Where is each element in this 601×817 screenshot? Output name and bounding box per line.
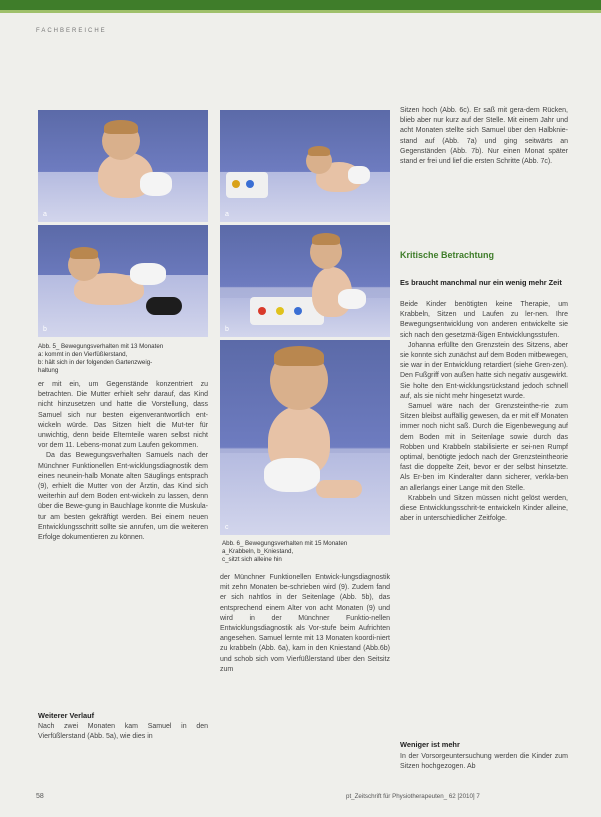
right-column-body [400, 300, 568, 524]
photo-fig5b-lying-position [38, 225, 208, 337]
photo-fig6a-crawling [220, 110, 390, 222]
photo-fig6c-sitting [220, 340, 390, 535]
left-paragraph-2: Da das Bewegungsverhalten Samuels nach der Münchner Funktionellen Ent-wicklungsdiagnostik dem eines neunein-halb Monate alten Säuglings entsprach (9), erhielt die Mutter von der Ärztin, das Kind sich weiterhin auf dem Boden ent-wickeln zu lassen, denn über die Bewe-gung in Bauchlage konnte die Muskula-tur am besten gekräftigt werden. Bei einem neuen Entwicklungsschritt sollte sie anrufen, um die weiteren Erfolge dokumentieren zu können. [38, 452, 208, 542]
photo-fig5a-crawl-position [38, 110, 208, 222]
fig6a-tag: a [225, 211, 229, 218]
journal-footer: pt_Zeitschrift für Physiotherapeuten_ 62 [2010] 7 [346, 793, 480, 800]
left-section-heading: Weiterer Verlauf [38, 711, 95, 720]
right-paragraph-3: Samuel wäre nach der Grenzsteinthe-rie zum Sitzen bleibst auffällig gewesen, da er mit elf Monaten immer noch nicht saß. Durch die Eigenbewegung auf dem Boden mit in Seitenlage sowie durch das Robben und Krabbeln stabilisierte er sei-nen Rumpf optimal, benötigte jedoch nach der Grenzsteintheorie fast die doppelte Zeit, bevor er der selbst hinsetzte. Als Er-ben im Kinderalter dann sicherer, verkla-ben an allerlangs einer Lange mit den Stelle. [400, 403, 568, 492]
fig6b-tag: b [225, 326, 229, 333]
left-column [38, 380, 208, 543]
fig5b-tag: b [43, 326, 47, 333]
right-paragraph-5: In der Vorsorgeuntersuchung werden die Kinder zum Sitzen hochgezogen. Ab [400, 753, 568, 771]
left-paragraph-1: er mit ein, um Gegenstände konzentriert zu betrachten. Die Mutter erhielt sehr darauf, das Kind nicht hinzusetzen und hatte die Vorstellung, dass Samuel sich nur besten eigenverantwortlich ent-wickeln würde. Das Sitzen hielt die Mut-ter für unwichtig, denn beide Elternteile waren selbst nicht vor dem 11. Lebens-monat zum Laufen gekommen. [38, 381, 208, 450]
right-column-top: Sitzen hoch (Abb. 6c). Er saß mit gera-dem Rücken, blieb aber nur kurz auf der Stelle. Mit einem Jahr und acht Monaten stellte sich Samuel über den Halbknie-stand auf (Abb. 7a) und ging seitwärts an Gegenständen (Abb. 7b). Nur einen Monat später stand er frei und lief die ersten Schritte (Abb. 7c). [400, 107, 568, 166]
subheading-less-is-more: Weniger ist mehr [400, 740, 460, 749]
figure5-caption: Abb. 5_ Bewegungsverhalten mit 13 Monaten a: kommt in den Vierfüßlerstand, b: hält sich in der folgenden Gartenzweig- haltung [38, 343, 164, 374]
fig5a-tag: a [43, 211, 47, 218]
section-title-critical-review: Kritische Betrachtung [400, 250, 495, 260]
right-paragraph-1: Beide Kinder benötigten keine Therapie, um Krabbeln, Sitzen und Laufen zu ler-nen. Ihre Bewegungsentwicklung von anderen entwickelte sie sich nach den gesetzmä-ßigen Entwicklungsstufen. [400, 301, 568, 339]
right-paragraph-4: Krabbeln und Sitzen müssen nicht gelöst werden, diese Entwicklungsschrit-te entwickeln Kinder alleine, aber in unterschiedlicher Zeitfolge. [400, 494, 568, 523]
left-paragraph-3: Nach zwei Monaten kam Samuel in den Vierfüßlerstand (Abb. 5a), wie dies in [38, 723, 208, 741]
photo-fig6b-kneeling [220, 225, 390, 337]
top-color-bar [0, 0, 601, 12]
figure6-caption: Abb. 6_ Bewegungsverhalten mit 15 Monaten a_Krabbeln, b_Kniestand, c_sitzt sich alleine hin [222, 540, 348, 563]
middle-column: der Münchner Funktionellen Entwick-lungsdiagnostik mit zehn Monaten be-schrieben wird (9). Zudem fand er sich nahtlos in der Seitenlage (Abb. 5b), das entsprechend einem Alter von acht Monaten (9) und wird in der Münchner Funktio-nellen Entwicklungsdiagnostik als Vor-stufe beim Aufrichten angesehen. Samuel lernte mit 13 Monaten koordi-niert zu krabbeln (Abb. 6a), kam in den Kniestand (Abb.6b) und schob sich vom Vierfüßlerstand über den Seitsitz zum [220, 574, 390, 673]
right-paragraph-2: Johanna erfüllte den Grenzstein des Sitzens, aber sie konnte sich zunächst auf dem Boden mitbewegen, sie war in der Entwicklung retardiert (siehe Gren-zen). Den Fußgriff von außen hatte sich negativ ausgewirkt. Sie holte den Ent-wicklungsrückstand jedoch schnell auf, als sie nicht mehr hingesetzt wurde. [400, 341, 568, 400]
subheading-more-time: Es braucht manchmal nur ein wenig mehr Zeit [400, 278, 562, 287]
fig6c-tag: c [225, 524, 229, 531]
page-number: 58 [36, 793, 44, 800]
running-header: FACHBEREICHE [36, 28, 107, 34]
